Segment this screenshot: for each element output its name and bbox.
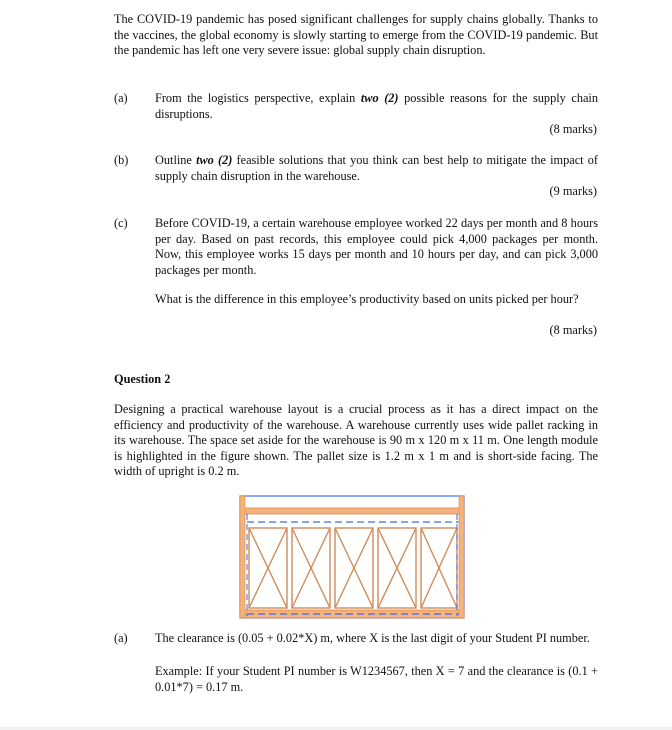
q1b-label: (b) xyxy=(114,153,129,167)
x-brace-group xyxy=(249,528,457,608)
q1c-question: What is the difference in this employee’s productivity based on units picked per hour? xyxy=(155,292,579,306)
pallet-racking-figure xyxy=(233,492,473,620)
q1a-label: (a) xyxy=(114,91,128,105)
q1c-text: Before COVID-19, a certain warehouse employee worked 22 days per month and 8 hours per day. Based on past records, this employee could pick 4,000 packages per month. Now, this employee works 15 days per month and 10 hours per day, and can pick 3,000 packages per month. xyxy=(155,216,598,277)
q2a-label: (a) xyxy=(114,631,128,645)
intro-paragraph: The COVID-19 pandemic has posed significant challenges for supply chains globally. Thanks to the vaccines, the global economy is slowly starting to emerge from the COVID-19 pandemic. But the pandemic has left one very severe issue: global supply chain disruption. xyxy=(114,12,598,57)
q2a-example: Example: If your Student PI number is W1234567, then X = 7 and the clearance is (0.1 + 0.01*7) = 0.17 m. xyxy=(155,664,598,694)
question-2-heading: Question 2 xyxy=(114,372,171,386)
q2a-text: The clearance is (0.05 + 0.02*X) m, where X is the last digit of your Student PI number. xyxy=(155,631,590,645)
upright-left xyxy=(240,496,245,618)
q1a-text: From the logistics perspective, explain two (2) possible reasons for the supply chain disruptions. xyxy=(155,91,598,121)
q1c-label: (c) xyxy=(114,216,128,230)
q1b-marks: (9 marks) xyxy=(549,184,597,198)
q1c-marks: (8 marks) xyxy=(549,323,597,337)
q1a-marks: (8 marks) xyxy=(549,122,597,136)
q1b-text: Outline two (2) feasible solutions that you think can best help to mitigate the impact of supply chain disruption in the warehouse. xyxy=(155,153,598,183)
top-beam xyxy=(240,508,464,514)
q2-intro-paragraph: Designing a practical warehouse layout is a crucial process as it has a direct impact on the efficiency and productivity of the warehouse. A warehouse currently uses wide pallet racking in its warehouse. The space set aside for the warehouse is 90 m x 120 m x 11 m. One length module is highlighted in the figure shown. The pallet size is 1.2 m x 1 m and is short-side facing. The width of upright is 0.2 m. xyxy=(114,402,598,478)
upright-right xyxy=(459,496,464,618)
